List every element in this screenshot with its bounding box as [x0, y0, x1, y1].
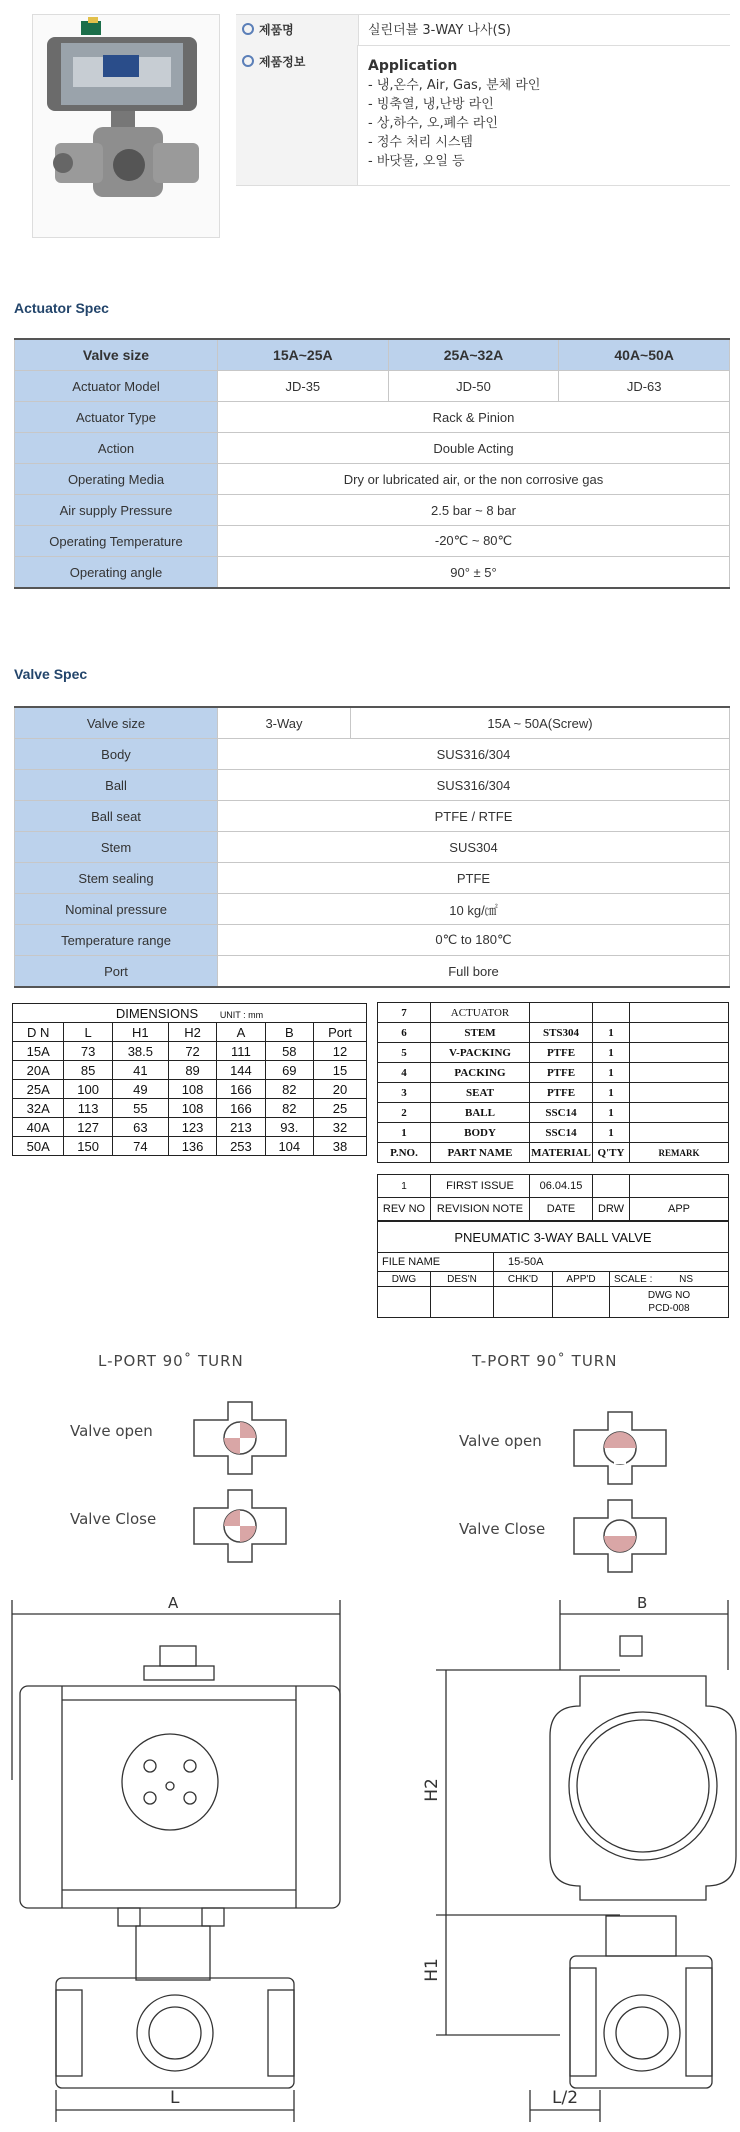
cell	[593, 1003, 630, 1023]
cell: 82	[265, 1080, 313, 1099]
cell: PACKING	[431, 1063, 530, 1083]
drawing-title: PNEUMATIC 3-WAY BALL VALVE	[378, 1222, 729, 1253]
cell: 0℃ to 180℃	[218, 925, 730, 956]
table-row	[15, 707, 730, 739]
cell: 38	[314, 1137, 367, 1156]
table-row	[378, 1063, 729, 1083]
cell: PTFE	[218, 863, 730, 894]
header-cell: 15A~25A	[218, 339, 389, 371]
cell: 127	[64, 1118, 112, 1137]
table-row	[13, 1080, 367, 1099]
cell: PTFE	[530, 1043, 593, 1063]
cell: 150	[64, 1137, 112, 1156]
cell: 6	[378, 1023, 431, 1043]
cell: 82	[265, 1099, 313, 1118]
application-item: - 빙축열, 냉,난방 라인	[368, 97, 494, 112]
cell: 166	[217, 1099, 265, 1118]
cell: Full bore	[218, 956, 730, 988]
cell: PTFE	[530, 1063, 593, 1083]
cell: 20A	[13, 1061, 64, 1080]
rev-symbol-cell	[378, 1175, 431, 1198]
cell: DES'N	[431, 1272, 494, 1287]
revision-block	[377, 1174, 729, 1221]
cell: 7	[378, 1003, 431, 1023]
row-label: Operating Media	[15, 464, 218, 495]
row-label: Air supply Pressure	[15, 495, 218, 526]
dimensions-title: DIMENSIONS	[115, 1005, 199, 1021]
dim-label-l: L	[170, 2088, 180, 2108]
cell	[630, 1003, 729, 1023]
header-cell: Q'TY	[593, 1143, 630, 1163]
table-row	[378, 1123, 729, 1143]
dwg-no-label: DWG NO	[647, 1290, 691, 1301]
cell: SSC14	[530, 1123, 593, 1143]
table-row	[378, 1272, 729, 1287]
cell: 213	[217, 1118, 265, 1137]
cell: 32A	[13, 1099, 64, 1118]
cell: ACTUATOR	[431, 1003, 530, 1023]
cell: PTFE / RTFE	[218, 801, 730, 832]
cell: 1	[378, 1123, 431, 1143]
t-port-close-icon	[570, 1496, 670, 1576]
cell	[630, 1103, 729, 1123]
header-cell: B	[265, 1023, 313, 1042]
bullet-icon	[242, 23, 254, 35]
cell: 1	[593, 1023, 630, 1043]
cell: JD-63	[559, 371, 730, 402]
dim-label-l2: L/2	[552, 2088, 579, 2108]
table-row	[15, 739, 730, 770]
application-item: - 정수 처리 시스템	[368, 135, 473, 150]
row-label: Stem sealing	[15, 863, 218, 894]
cell: 104	[265, 1137, 313, 1156]
cell: 108	[168, 1080, 216, 1099]
application-item: - 냉,온수, Air, Gas, 분체 라인	[368, 78, 541, 93]
table-row	[15, 371, 730, 402]
dim-label-a: A	[168, 1594, 179, 1612]
cell: 136	[168, 1137, 216, 1156]
table-row	[378, 1043, 729, 1063]
cell: 63	[112, 1118, 168, 1137]
l-port-open-icon	[190, 1398, 290, 1478]
cell: 10 kg/㎠	[218, 894, 730, 925]
t-port-open-icon	[570, 1408, 670, 1488]
cell: 25	[314, 1099, 367, 1118]
cell: STS304	[530, 1023, 593, 1043]
table-row	[15, 801, 730, 832]
dimensions-title-cell	[13, 1004, 367, 1023]
cell: 111	[217, 1042, 265, 1061]
cell	[630, 1043, 729, 1063]
header-cell: DRW	[593, 1198, 630, 1221]
valve-spec-table	[14, 706, 730, 988]
cell: CHK'D	[494, 1272, 553, 1287]
table-row	[13, 1023, 367, 1042]
cell: 108	[168, 1099, 216, 1118]
cell: 32	[314, 1118, 367, 1137]
cell: 4	[378, 1063, 431, 1083]
rev-triangle-icon: 1	[401, 1181, 407, 1192]
application-item: - 상,하수, 오,폐수 라인	[368, 116, 498, 131]
table-row	[13, 1118, 367, 1137]
cell	[630, 1023, 729, 1043]
cell: 90° ± 5°	[218, 557, 730, 589]
cell: Dry or lubricated air, or the non corrosive gas	[218, 464, 730, 495]
l-port-close-icon	[190, 1486, 290, 1566]
l-port-title: L-PORT 90˚ TURN	[98, 1352, 244, 1370]
cell: 73	[64, 1042, 112, 1061]
scale-label: SCALE :	[614, 1273, 653, 1285]
dim-label-h1: H1	[421, 1958, 442, 1982]
cell: 15A	[13, 1042, 64, 1061]
row-label: Ball seat	[15, 801, 218, 832]
cell: 15-50A	[494, 1253, 729, 1272]
cell: FILE NAME	[378, 1253, 494, 1272]
cell: 74	[112, 1137, 168, 1156]
table-row	[13, 1137, 367, 1156]
header-cell: P.NO.	[378, 1143, 431, 1163]
cell	[530, 1003, 593, 1023]
cell: 253	[217, 1137, 265, 1156]
cell: 1	[593, 1043, 630, 1063]
header-cell: 40A~50A	[559, 339, 730, 371]
table-row	[13, 1061, 367, 1080]
header-cell: DATE	[530, 1198, 593, 1221]
table-row	[378, 1143, 729, 1163]
row-label: Nominal pressure	[15, 894, 218, 925]
cell: SUS316/304	[218, 739, 730, 770]
l-open-label: Valve open	[70, 1422, 153, 1440]
application-list	[368, 57, 540, 171]
cell: 25A	[13, 1080, 64, 1099]
cell: 41	[112, 1061, 168, 1080]
cell: 38.5	[112, 1042, 168, 1061]
table-row	[378, 1253, 729, 1272]
dimensions-unit: UNIT : mm	[219, 1009, 264, 1020]
cell: 40A	[13, 1118, 64, 1137]
cell: Rack & Pinion	[218, 402, 730, 433]
row-label: Ball	[15, 770, 218, 801]
product-name-value: 실린더블 3-WAY 나사(S)	[368, 23, 511, 38]
dwg-no-value: PCD-008	[648, 1303, 690, 1314]
product-name-row	[236, 14, 730, 46]
cell: 20	[314, 1080, 367, 1099]
header-cell: L	[64, 1023, 112, 1042]
header-cell: PART NAME	[431, 1143, 530, 1163]
row-label: Actuator Type	[15, 402, 218, 433]
header-cell: H1	[112, 1023, 168, 1042]
table-row	[15, 863, 730, 894]
cell: 89	[168, 1061, 216, 1080]
header-cell: APP	[630, 1198, 729, 1221]
header-cell: REMARK	[630, 1143, 729, 1163]
scale-cell	[610, 1272, 729, 1287]
cell: JD-35	[218, 371, 389, 402]
table-row	[378, 1103, 729, 1123]
cell: 123	[168, 1118, 216, 1137]
table-row	[378, 1003, 729, 1023]
dimensions-table	[12, 1003, 367, 1156]
row-label: Actuator Model	[15, 371, 218, 402]
cell: 144	[217, 1061, 265, 1080]
table-row	[13, 1042, 367, 1061]
header-cell: H2	[168, 1023, 216, 1042]
cell: 1	[593, 1123, 630, 1143]
table-row	[15, 495, 730, 526]
cell: PTFE	[530, 1083, 593, 1103]
table-row	[378, 1023, 729, 1043]
row-label: Temperature range	[15, 925, 218, 956]
table-row	[378, 1222, 729, 1253]
cell: SUS304	[218, 832, 730, 863]
cell: STEM	[431, 1023, 530, 1043]
table-row	[15, 925, 730, 956]
cell: 50A	[13, 1137, 64, 1156]
valve-technical-drawing	[0, 1590, 740, 2130]
cell: V-PACKING	[431, 1043, 530, 1063]
cell: 58	[265, 1042, 313, 1061]
cell: 69	[265, 1061, 313, 1080]
cell: APP'D	[553, 1272, 610, 1287]
application-item: - 바닷물, 오일 등	[368, 154, 465, 169]
product-info-label: 제품정보	[236, 45, 358, 185]
cell: 85	[64, 1061, 112, 1080]
cell: FIRST ISSUE	[431, 1175, 530, 1198]
cell: BODY	[431, 1123, 530, 1143]
cell: -20℃ ~ 80℃	[218, 526, 730, 557]
product-name-label: 제품명	[236, 15, 359, 45]
table-row	[15, 956, 730, 988]
header-cell: Port	[314, 1023, 367, 1042]
cell: 49	[112, 1080, 168, 1099]
table-row	[13, 1004, 367, 1023]
cell: 2.5 bar ~ 8 bar	[218, 495, 730, 526]
cell: 1	[593, 1103, 630, 1123]
table-row	[15, 339, 730, 371]
header-cell: REV NO	[378, 1198, 431, 1221]
dim-label-b: B	[637, 1594, 648, 1612]
title-block	[377, 1221, 729, 1318]
cell: SSC14	[530, 1103, 593, 1123]
table-row	[15, 557, 730, 589]
cell: 15	[314, 1061, 367, 1080]
row-label: Port	[15, 956, 218, 988]
application-title: Application	[368, 58, 458, 74]
cell: 72	[168, 1042, 216, 1061]
valve-spec-title: Valve Spec	[14, 666, 88, 682]
cell: 5	[378, 1043, 431, 1063]
cell: SUS316/304	[218, 770, 730, 801]
cell: SEAT	[431, 1083, 530, 1103]
table-row	[15, 526, 730, 557]
cell	[630, 1123, 729, 1143]
header-cell: MATERIAL	[530, 1143, 593, 1163]
cell: 113	[64, 1099, 112, 1118]
cell: 100	[64, 1080, 112, 1099]
product-info-row	[236, 45, 730, 186]
row-label: Action	[15, 433, 218, 464]
header-cell: A	[217, 1023, 265, 1042]
cell: 06.04.15	[530, 1175, 593, 1198]
dwg-no-cell	[610, 1287, 729, 1318]
table-row	[15, 832, 730, 863]
product-photo	[32, 14, 220, 238]
cell	[630, 1063, 729, 1083]
cell: 3	[378, 1083, 431, 1103]
cell: 166	[217, 1080, 265, 1099]
valve-photo-icon	[33, 15, 219, 237]
cell: 55	[112, 1099, 168, 1118]
scale-value: NS	[679, 1273, 694, 1285]
cell: 2	[378, 1103, 431, 1123]
bullet-icon	[242, 55, 254, 67]
cell: Double Acting	[218, 433, 730, 464]
t-close-label: Valve Close	[459, 1520, 546, 1538]
bom-table	[377, 1002, 729, 1163]
cell: 93.	[265, 1118, 313, 1137]
dim-label-h2: H2	[421, 1778, 442, 1802]
header-cell: Valve size	[15, 339, 218, 371]
cell: DWG	[378, 1272, 431, 1287]
row-label: Stem	[15, 832, 218, 863]
cell: 15A ~ 50A(Screw)	[351, 707, 730, 739]
table-row	[15, 433, 730, 464]
actuator-spec-title: Actuator Spec	[14, 300, 109, 316]
row-label: Body	[15, 739, 218, 770]
cell: 12	[314, 1042, 367, 1061]
cell	[630, 1083, 729, 1103]
row-label: Valve size	[15, 707, 218, 739]
row-label: Operating Temperature	[15, 526, 218, 557]
table-row	[378, 1083, 729, 1103]
row-label: Operating angle	[15, 557, 218, 589]
cell: 3-Way	[218, 707, 351, 739]
cell: BALL	[431, 1103, 530, 1123]
t-port-title: T-PORT 90˚ TURN	[472, 1352, 618, 1370]
cell: JD-50	[388, 371, 559, 402]
header-cell: 25A~32A	[388, 339, 559, 371]
header-cell: REVISION NOTE	[431, 1198, 530, 1221]
t-open-label: Valve open	[459, 1432, 542, 1450]
cell: 1	[593, 1083, 630, 1103]
table-row	[378, 1198, 729, 1221]
table-row	[378, 1175, 729, 1198]
table-row	[13, 1099, 367, 1118]
table-row	[15, 464, 730, 495]
table-row	[15, 894, 730, 925]
table-row	[15, 402, 730, 433]
l-close-label: Valve Close	[70, 1510, 157, 1528]
cell: 1	[593, 1063, 630, 1083]
table-row	[15, 770, 730, 801]
table-row	[378, 1287, 729, 1318]
header-cell: D N	[13, 1023, 64, 1042]
actuator-spec-table	[14, 338, 730, 589]
